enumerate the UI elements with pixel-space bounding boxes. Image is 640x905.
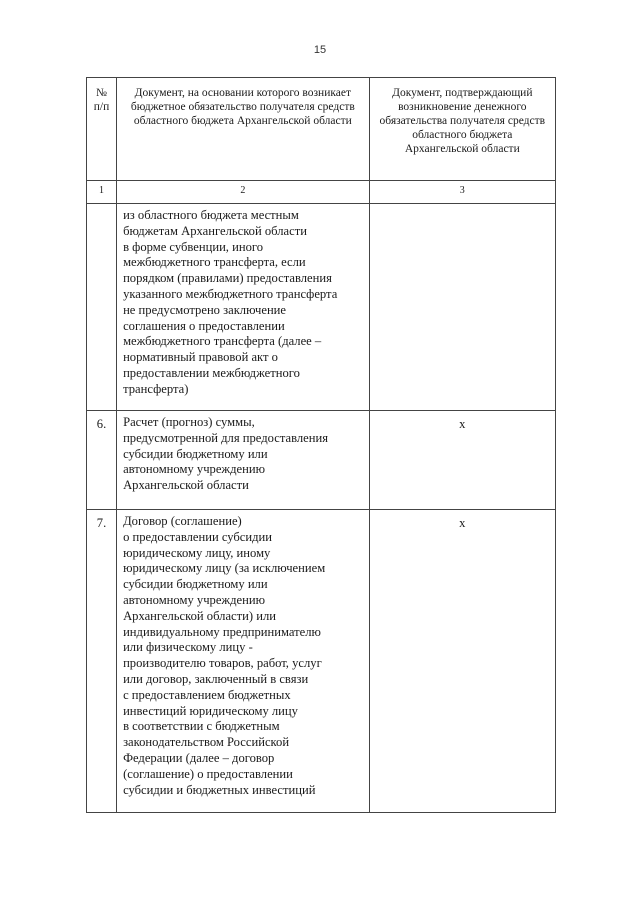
header-num xyxy=(87,78,117,181)
table-header-row xyxy=(87,78,556,181)
row-basis-doc: Договор (соглашение) о предоставлении субсидии юридическому лицу, иному юридическому лицу (за исключением субсидии бюджетному или автономному учреждению Архангельской области) или индивидуальному предпринимателю или физическому лицу - производителю товаров, работ, услуг или договор, заключенный в связи с предоставлением бюджетных инвестиций юридическому лицу в соответствии с бюджетным законодательством Российской Федерации (далее – договор (соглашение) о предоставлении субсидии и бюджетных инвестиций xyxy=(117,510,370,813)
row-num: 7. xyxy=(87,510,117,813)
table-row xyxy=(87,204,556,411)
header-num-label: № п/п xyxy=(93,87,110,113)
row-confirm-doc: х xyxy=(369,411,555,510)
row-basis-doc: Расчет (прогноз) суммы, предусмотренной для предоставления субсидии бюджетному или автономному учреждению Архангельской области xyxy=(117,411,370,510)
header-confirm-doc: Документ, подтверждающий возникновение денежного обязательства получателя средств областного бюджета Архангельской области xyxy=(369,78,555,181)
table-row xyxy=(87,411,556,510)
column-index-row xyxy=(87,181,556,204)
header-basis-doc: Документ, на основании которого возникает бюджетное обязательство получателя средств областного бюджета Архангельской области xyxy=(117,78,370,181)
column-index-3: 3 xyxy=(369,181,555,204)
row-num: 6. xyxy=(87,411,117,510)
column-index-1: 1 xyxy=(87,181,117,204)
row-basis-doc: из областного бюджета местным бюджетам Архангельской области в форме субвенции, иного межбюджетного трансферта, если порядком (правилами) предоставления указанного межбюджетного трансферта не предусмотрено заключение соглашения о предоставлении межбюджетного трансферта (далее – нормативный правовой акт о предоставлении межбюджетного трансферта) xyxy=(117,204,370,411)
table-row xyxy=(87,510,556,813)
page-number: 15 xyxy=(313,44,327,56)
row-confirm-doc xyxy=(369,204,555,411)
column-index-2: 2 xyxy=(117,181,370,204)
row-num xyxy=(87,204,117,411)
obligations-table xyxy=(86,77,556,813)
row-confirm-doc: х xyxy=(369,510,555,813)
